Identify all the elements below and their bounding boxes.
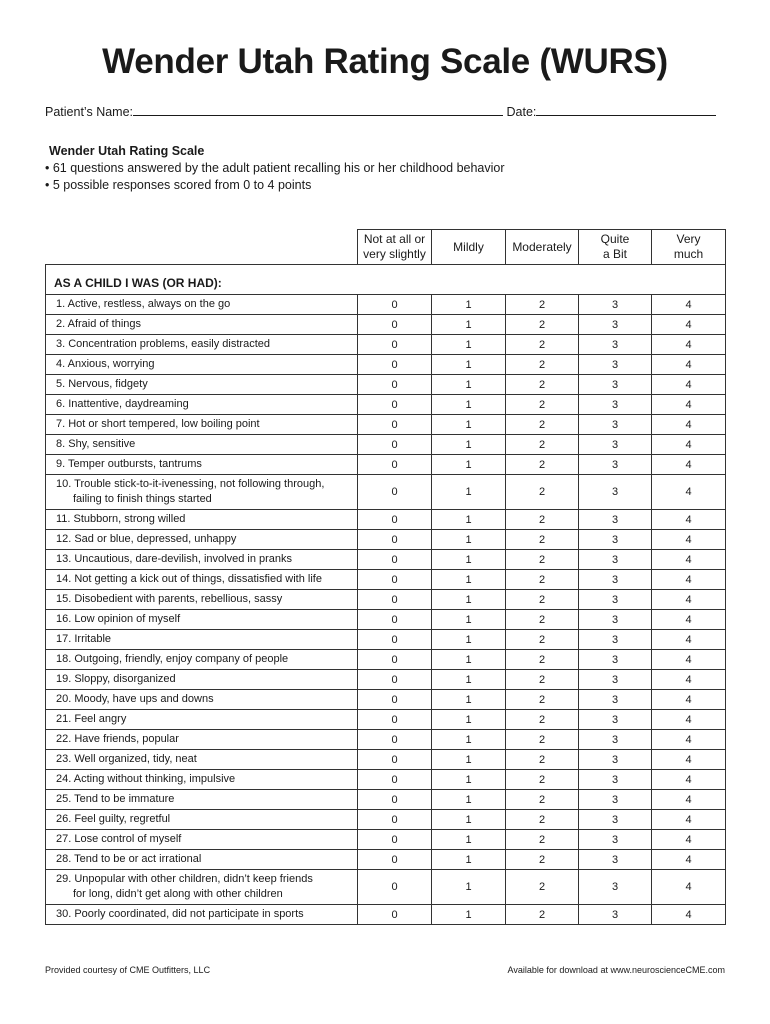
score-option[interactable]: 0 bbox=[358, 650, 432, 670]
question-text: 9. Temper outbursts, tantrums bbox=[56, 458, 202, 470]
table-row bbox=[46, 790, 726, 810]
score-option[interactable]: 3 bbox=[579, 590, 652, 610]
question-text: 18. Outgoing, friendly, enjoy company of people bbox=[56, 653, 289, 665]
question-cell bbox=[46, 355, 358, 375]
score-option[interactable]: 2 bbox=[506, 335, 579, 355]
question-text: 30. Poorly coordinated, did not participate in sports bbox=[56, 908, 304, 920]
score-option[interactable]: 1 bbox=[432, 375, 506, 395]
table-row bbox=[46, 295, 726, 315]
score-option[interactable]: 4 bbox=[652, 850, 726, 870]
column-header: Moderately bbox=[506, 230, 579, 265]
date-label: Date: bbox=[506, 105, 537, 119]
score-option[interactable]: 2 bbox=[506, 610, 579, 630]
score-option[interactable]: 0 bbox=[358, 315, 432, 335]
score-option[interactable]: 4 bbox=[652, 435, 726, 455]
table-row bbox=[46, 435, 726, 455]
score-option[interactable]: 3 bbox=[579, 670, 652, 690]
question-text: 14. Not getting a kick out of things, dissatisfied with life bbox=[56, 573, 322, 585]
score-option[interactable]: 4 bbox=[652, 790, 726, 810]
score-option[interactable]: 1 bbox=[432, 850, 506, 870]
table-row bbox=[46, 510, 726, 530]
score-option[interactable]: 2 bbox=[506, 810, 579, 830]
table-row bbox=[46, 375, 726, 395]
score-option[interactable]: 2 bbox=[506, 710, 579, 730]
table-row bbox=[46, 610, 726, 630]
question-cell bbox=[46, 870, 358, 905]
table-row bbox=[46, 590, 726, 610]
score-option[interactable]: 3 bbox=[579, 550, 652, 570]
score-option[interactable]: 3 bbox=[579, 570, 652, 590]
score-option[interactable]: 2 bbox=[506, 590, 579, 610]
score-option[interactable]: 1 bbox=[432, 395, 506, 415]
score-option[interactable]: 4 bbox=[652, 590, 726, 610]
score-option[interactable]: 0 bbox=[358, 770, 432, 790]
rating-table bbox=[45, 229, 725, 925]
table-row bbox=[46, 475, 726, 510]
question-text: 17. Irritable bbox=[56, 633, 112, 645]
question-cell bbox=[46, 650, 358, 670]
score-option[interactable]: 0 bbox=[358, 870, 432, 905]
score-option[interactable]: 4 bbox=[652, 830, 726, 850]
score-option[interactable]: 2 bbox=[506, 455, 579, 475]
score-option[interactable]: 4 bbox=[652, 415, 726, 435]
score-option[interactable]: 0 bbox=[358, 790, 432, 810]
score-option[interactable]: 3 bbox=[579, 610, 652, 630]
bullet-item: • 61 questions answered by the adult patient recalling his or her childhood behavior bbox=[45, 161, 505, 175]
score-option[interactable]: 2 bbox=[506, 570, 579, 590]
score-option[interactable]: 4 bbox=[652, 455, 726, 475]
score-option[interactable]: 1 bbox=[432, 355, 506, 375]
score-option[interactable]: 2 bbox=[506, 550, 579, 570]
date-field[interactable] bbox=[536, 103, 716, 116]
question-text: 28. Tend to be or act irrational bbox=[56, 853, 202, 865]
score-option[interactable]: 3 bbox=[579, 905, 652, 925]
table-row bbox=[46, 570, 726, 590]
score-option[interactable]: 2 bbox=[506, 530, 579, 550]
question-cell bbox=[46, 590, 358, 610]
score-option[interactable]: 3 bbox=[579, 395, 652, 415]
score-option[interactable]: 4 bbox=[652, 770, 726, 790]
table-row bbox=[46, 710, 726, 730]
table-row bbox=[46, 530, 726, 550]
score-option[interactable]: 4 bbox=[652, 375, 726, 395]
question-text: 11. Stubborn, strong willed bbox=[56, 513, 186, 525]
question-text-continued: failing to finish things started bbox=[73, 493, 212, 505]
score-option[interactable]: 1 bbox=[432, 315, 506, 335]
question-cell bbox=[46, 670, 358, 690]
question-text: 8. Shy, sensitive bbox=[56, 438, 136, 450]
score-option[interactable]: 3 bbox=[579, 770, 652, 790]
score-option[interactable]: 2 bbox=[506, 295, 579, 315]
score-option[interactable]: 2 bbox=[506, 375, 579, 395]
score-option[interactable]: 3 bbox=[579, 630, 652, 650]
score-option[interactable]: 1 bbox=[432, 630, 506, 650]
score-option[interactable]: 2 bbox=[506, 850, 579, 870]
score-option[interactable]: 3 bbox=[579, 295, 652, 315]
question-text: 25. Tend to be immature bbox=[56, 793, 175, 805]
score-option[interactable]: 3 bbox=[579, 510, 652, 530]
patient-name-field[interactable] bbox=[133, 103, 503, 116]
table-row bbox=[46, 355, 726, 375]
question-cell bbox=[46, 395, 358, 415]
patient-info-line bbox=[45, 103, 725, 119]
score-option[interactable]: 2 bbox=[506, 750, 579, 770]
score-option[interactable]: 2 bbox=[506, 315, 579, 335]
table-row bbox=[46, 315, 726, 335]
question-text: 23. Well organized, tidy, neat bbox=[56, 753, 197, 765]
bullet-list bbox=[45, 160, 505, 194]
score-option[interactable]: 4 bbox=[652, 570, 726, 590]
score-option[interactable]: 2 bbox=[506, 670, 579, 690]
question-text: 1. Active, restless, always on the go bbox=[56, 298, 231, 310]
score-option[interactable]: 3 bbox=[579, 375, 652, 395]
score-option[interactable]: 2 bbox=[506, 650, 579, 670]
question-cell bbox=[46, 750, 358, 770]
table-row bbox=[46, 810, 726, 830]
table-row bbox=[46, 550, 726, 570]
question-cell bbox=[46, 415, 358, 435]
question-cell bbox=[46, 810, 358, 830]
score-option[interactable]: 0 bbox=[358, 295, 432, 315]
question-text: 20. Moody, have ups and downs bbox=[56, 693, 214, 705]
score-option[interactable]: 0 bbox=[358, 905, 432, 925]
table-row bbox=[46, 850, 726, 870]
score-option[interactable]: 0 bbox=[358, 610, 432, 630]
score-option[interactable]: 3 bbox=[579, 650, 652, 670]
score-option[interactable]: 4 bbox=[652, 550, 726, 570]
question-text: 7. Hot or short tempered, low boiling point bbox=[56, 418, 260, 430]
score-option[interactable]: 3 bbox=[579, 335, 652, 355]
question-text: 26. Feel guilty, regretful bbox=[56, 813, 171, 825]
score-option[interactable]: 3 bbox=[579, 810, 652, 830]
score-option[interactable]: 3 bbox=[579, 830, 652, 850]
score-option[interactable]: 0 bbox=[358, 375, 432, 395]
score-option[interactable]: 1 bbox=[432, 530, 506, 550]
table-row bbox=[46, 690, 726, 710]
score-option[interactable]: 1 bbox=[432, 670, 506, 690]
score-option[interactable]: 2 bbox=[506, 790, 579, 810]
score-option[interactable]: 2 bbox=[506, 415, 579, 435]
score-option[interactable]: 4 bbox=[652, 810, 726, 830]
footer-download-note: Available for download at www.neuroscienceCME.com bbox=[507, 965, 725, 975]
column-header: Mildly bbox=[432, 230, 506, 265]
score-option[interactable]: 3 bbox=[579, 790, 652, 810]
score-option[interactable]: 3 bbox=[579, 355, 652, 375]
score-option[interactable]: 4 bbox=[652, 710, 726, 730]
question-text: 21. Feel angry bbox=[56, 713, 127, 725]
score-option[interactable]: 1 bbox=[432, 650, 506, 670]
score-option[interactable]: 3 bbox=[579, 475, 652, 510]
score-option[interactable]: 1 bbox=[432, 335, 506, 355]
score-option[interactable]: 3 bbox=[579, 690, 652, 710]
score-option[interactable]: 4 bbox=[652, 690, 726, 710]
question-cell bbox=[46, 730, 358, 750]
table-row bbox=[46, 650, 726, 670]
score-option[interactable]: 3 bbox=[579, 435, 652, 455]
question-cell bbox=[46, 690, 358, 710]
question-text: 12. Sad or blue, depressed, unhappy bbox=[56, 533, 237, 545]
question-cell bbox=[46, 315, 358, 335]
score-option[interactable]: 0 bbox=[358, 730, 432, 750]
score-option[interactable]: 2 bbox=[506, 830, 579, 850]
column-header: Not at all or very slightly bbox=[358, 230, 432, 265]
score-option[interactable]: 4 bbox=[652, 295, 726, 315]
score-option[interactable]: 0 bbox=[358, 590, 432, 610]
score-option[interactable]: 1 bbox=[432, 295, 506, 315]
question-cell bbox=[46, 435, 358, 455]
score-option[interactable]: 3 bbox=[579, 710, 652, 730]
score-option[interactable]: 3 bbox=[579, 850, 652, 870]
score-option[interactable]: 1 bbox=[432, 790, 506, 810]
question-text: 16. Low opinion of myself bbox=[56, 613, 181, 625]
score-option[interactable]: 1 bbox=[432, 590, 506, 610]
table-row bbox=[46, 670, 726, 690]
table-row bbox=[46, 750, 726, 770]
score-option[interactable]: 0 bbox=[358, 335, 432, 355]
score-option[interactable]: 0 bbox=[358, 415, 432, 435]
score-option[interactable]: 0 bbox=[358, 355, 432, 375]
question-text-continued: for long, didn’t get along with other children bbox=[73, 888, 283, 900]
question-text: 29. Unpopular with other children, didn’t keep friends bbox=[56, 873, 313, 885]
score-option[interactable]: 1 bbox=[432, 415, 506, 435]
table-row bbox=[46, 630, 726, 650]
question-cell bbox=[46, 850, 358, 870]
question-cell bbox=[46, 570, 358, 590]
bullet-item: • 5 possible responses scored from 0 to 4 points bbox=[45, 178, 312, 192]
score-option[interactable]: 2 bbox=[506, 475, 579, 510]
score-option[interactable]: 4 bbox=[652, 630, 726, 650]
score-option[interactable]: 3 bbox=[579, 315, 652, 335]
score-option[interactable]: 4 bbox=[652, 475, 726, 510]
table-row bbox=[46, 830, 726, 850]
question-cell bbox=[46, 475, 358, 510]
question-text: 15. Disobedient with parents, rebellious, sassy bbox=[56, 593, 283, 605]
column-header: Quite a Bit bbox=[579, 230, 652, 265]
score-option[interactable]: 4 bbox=[652, 395, 726, 415]
score-option[interactable]: 3 bbox=[579, 870, 652, 905]
score-option[interactable]: 0 bbox=[358, 435, 432, 455]
question-cell bbox=[46, 710, 358, 730]
patient-name-label: Patient’s Name: bbox=[45, 105, 134, 119]
score-option[interactable]: 4 bbox=[652, 650, 726, 670]
score-option[interactable]: 1 bbox=[432, 435, 506, 455]
score-option[interactable]: 1 bbox=[432, 570, 506, 590]
table-row bbox=[46, 870, 726, 905]
score-option[interactable]: 4 bbox=[652, 610, 726, 630]
table-row bbox=[46, 770, 726, 790]
score-option[interactable]: 3 bbox=[579, 415, 652, 435]
table-row bbox=[46, 730, 726, 750]
score-option[interactable]: 4 bbox=[652, 530, 726, 550]
question-cell bbox=[46, 770, 358, 790]
footer-credit: Provided courtesy of CME Outfitters, LLC bbox=[45, 965, 211, 975]
score-option[interactable]: 3 bbox=[579, 730, 652, 750]
score-option[interactable]: 1 bbox=[432, 750, 506, 770]
question-cell bbox=[46, 830, 358, 850]
score-option[interactable]: 2 bbox=[506, 355, 579, 375]
question-cell bbox=[46, 510, 358, 530]
group-heading-row bbox=[46, 265, 726, 295]
score-option[interactable]: 4 bbox=[652, 335, 726, 355]
question-cell bbox=[46, 375, 358, 395]
score-option[interactable]: 0 bbox=[358, 750, 432, 770]
question-text: 4. Anxious, worrying bbox=[56, 358, 155, 370]
score-option[interactable]: 0 bbox=[358, 455, 432, 475]
score-option[interactable]: 0 bbox=[358, 830, 432, 850]
score-option[interactable]: 2 bbox=[506, 510, 579, 530]
score-option[interactable]: 0 bbox=[358, 810, 432, 830]
score-option[interactable]: 3 bbox=[579, 750, 652, 770]
question-cell bbox=[46, 295, 358, 315]
score-option[interactable]: 1 bbox=[432, 510, 506, 530]
score-option[interactable]: 4 bbox=[652, 355, 726, 375]
score-option[interactable]: 0 bbox=[358, 670, 432, 690]
score-option[interactable]: 1 bbox=[432, 770, 506, 790]
score-option[interactable]: 1 bbox=[432, 610, 506, 630]
score-option[interactable]: 0 bbox=[358, 630, 432, 650]
score-option[interactable]: 0 bbox=[358, 570, 432, 590]
score-option[interactable]: 1 bbox=[432, 690, 506, 710]
score-option[interactable]: 1 bbox=[432, 455, 506, 475]
score-option[interactable]: 3 bbox=[579, 455, 652, 475]
table-row bbox=[46, 455, 726, 475]
score-option[interactable]: 2 bbox=[506, 870, 579, 905]
score-option[interactable]: 1 bbox=[432, 550, 506, 570]
question-cell bbox=[46, 550, 358, 570]
question-cell bbox=[46, 455, 358, 475]
question-cell bbox=[46, 610, 358, 630]
section-heading: Wender Utah Rating Scale bbox=[49, 144, 205, 158]
question-text: 5. Nervous, fidgety bbox=[56, 378, 148, 390]
score-option[interactable]: 4 bbox=[652, 315, 726, 335]
score-option[interactable]: 2 bbox=[506, 730, 579, 750]
question-cell bbox=[46, 530, 358, 550]
score-option[interactable]: 2 bbox=[506, 770, 579, 790]
score-option[interactable]: 2 bbox=[506, 395, 579, 415]
score-option[interactable]: 0 bbox=[358, 850, 432, 870]
score-option[interactable]: 1 bbox=[432, 830, 506, 850]
question-text: 3. Concentration problems, easily distracted bbox=[56, 338, 270, 350]
column-header-row bbox=[46, 230, 726, 265]
question-text: 24. Acting without thinking, impulsive bbox=[56, 773, 236, 785]
score-option[interactable]: 2 bbox=[506, 690, 579, 710]
question-text: 27. Lose control of myself bbox=[56, 833, 182, 845]
score-option[interactable]: 0 bbox=[358, 395, 432, 415]
score-option[interactable]: 2 bbox=[506, 905, 579, 925]
question-text: 6. Inattentive, daydreaming bbox=[56, 398, 189, 410]
question-cell bbox=[46, 630, 358, 650]
score-option[interactable]: 0 bbox=[358, 710, 432, 730]
score-option[interactable]: 0 bbox=[358, 510, 432, 530]
question-cell bbox=[46, 905, 358, 925]
score-option[interactable]: 1 bbox=[432, 810, 506, 830]
page-title: Wender Utah Rating Scale (WURS) bbox=[102, 42, 668, 81]
table-row bbox=[46, 905, 726, 925]
score-option[interactable]: 4 bbox=[652, 730, 726, 750]
score-option[interactable]: 1 bbox=[432, 870, 506, 905]
score-option[interactable]: 1 bbox=[432, 905, 506, 925]
question-text: 19. Sloppy, disorganized bbox=[56, 673, 176, 685]
group-heading: AS A CHILD I WAS (OR HAD): bbox=[46, 265, 726, 295]
score-option[interactable]: 0 bbox=[358, 530, 432, 550]
score-option[interactable]: 4 bbox=[652, 670, 726, 690]
question-text: 10. Trouble stick-to-it-ivenessing, not following through, bbox=[56, 478, 325, 490]
score-option[interactable]: 0 bbox=[358, 550, 432, 570]
score-option[interactable]: 2 bbox=[506, 435, 579, 455]
score-option[interactable]: 3 bbox=[579, 530, 652, 550]
question-cell bbox=[46, 335, 358, 355]
score-option[interactable]: 1 bbox=[432, 710, 506, 730]
question-cell bbox=[46, 790, 358, 810]
score-option[interactable]: 4 bbox=[652, 905, 726, 925]
question-text: 22. Have friends, popular bbox=[56, 733, 179, 745]
question-text: 2. Afraid of things bbox=[56, 318, 141, 330]
column-header: Very much bbox=[652, 230, 726, 265]
question-text: 13. Uncautious, dare-devilish, involved in pranks bbox=[56, 553, 293, 565]
score-option[interactable]: 1 bbox=[432, 730, 506, 750]
score-option[interactable]: 1 bbox=[432, 475, 506, 510]
score-option[interactable]: 0 bbox=[358, 690, 432, 710]
table-row bbox=[46, 335, 726, 355]
score-option[interactable]: 4 bbox=[652, 870, 726, 905]
score-option[interactable]: 4 bbox=[652, 510, 726, 530]
table-row bbox=[46, 395, 726, 415]
score-option[interactable]: 4 bbox=[652, 750, 726, 770]
score-option[interactable]: 0 bbox=[358, 475, 432, 510]
score-option[interactable]: 2 bbox=[506, 630, 579, 650]
table-row bbox=[46, 415, 726, 435]
